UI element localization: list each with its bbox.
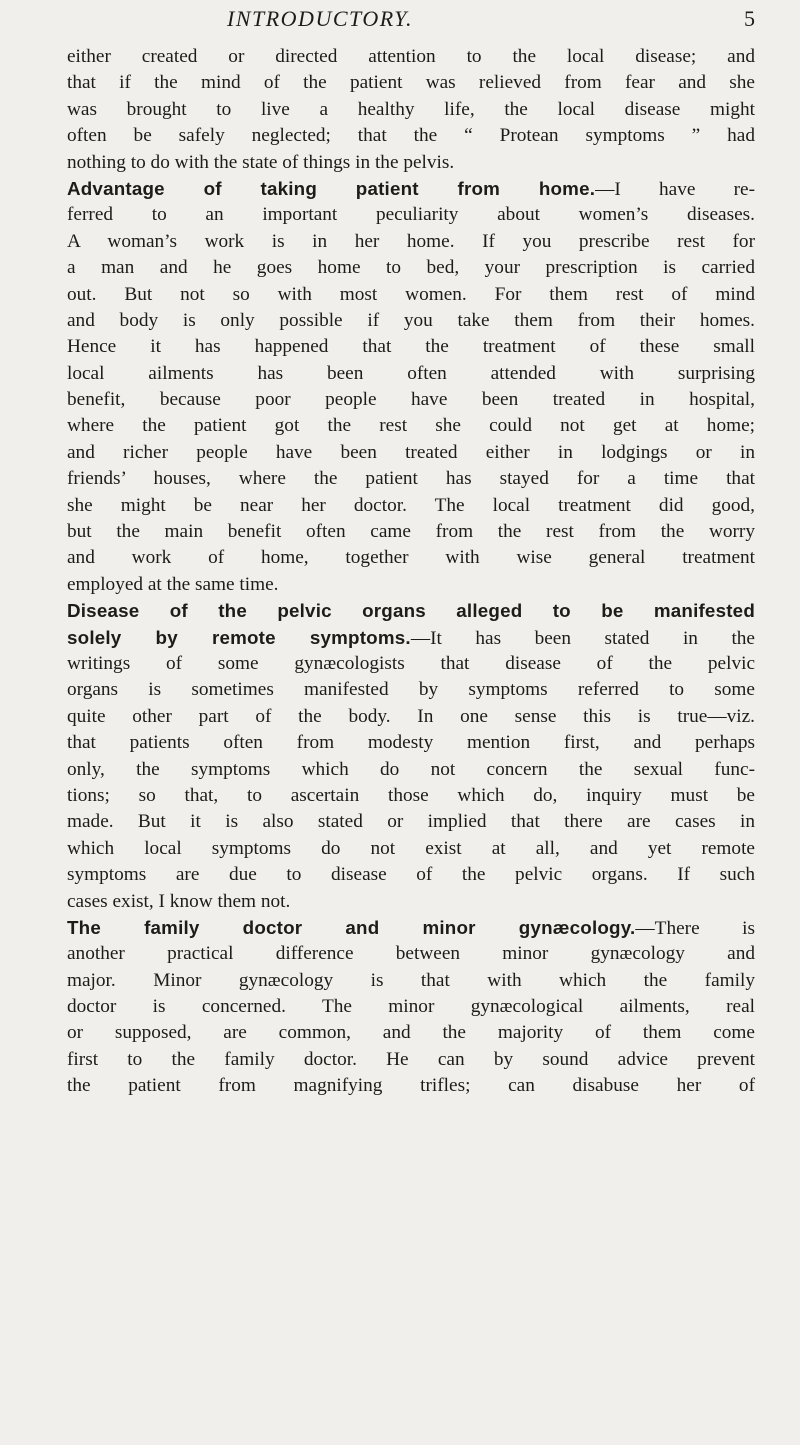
text-line xyxy=(67,255,755,281)
text-line xyxy=(67,308,755,334)
text-line xyxy=(67,229,755,255)
text-line xyxy=(67,176,755,202)
text-line xyxy=(67,1047,755,1073)
text-line xyxy=(67,809,755,835)
line-text: and richer people have been treated either in lodgings or in xyxy=(67,441,755,463)
line-text: that patients often from modesty mention first, and perhaps xyxy=(67,732,755,754)
line-text: quite other part of the body. In one sense this is true—viz. xyxy=(67,705,755,727)
body-text xyxy=(67,40,755,1100)
line-text: employed at the same time. xyxy=(67,573,279,595)
text-line xyxy=(67,783,755,809)
line-text: made. But it is also stated or implied that there are cases in xyxy=(67,811,755,833)
text-line xyxy=(67,44,755,70)
line-text: only, the symptoms which do not concern the sexual func- xyxy=(67,758,755,780)
running-head xyxy=(67,0,755,40)
line-text: local ailments has been often attended with surprising xyxy=(67,362,755,384)
text-line xyxy=(67,387,755,413)
text-line xyxy=(67,519,755,545)
line-text: often be safely neglected; that the “ Protean symptoms ” had xyxy=(67,125,755,147)
page-number: 5 xyxy=(744,6,755,31)
text-line xyxy=(67,545,755,571)
section-heading: The family doctor and minor gynæcology. xyxy=(67,916,636,938)
line-text: but the main benefit often came from the rest from the worry xyxy=(67,521,755,543)
text-line xyxy=(67,757,755,783)
text-line xyxy=(67,334,755,360)
line-text: benefit, because poor people have been treated in hospital, xyxy=(67,389,755,411)
text-line xyxy=(67,282,755,308)
text-line xyxy=(67,941,755,967)
line-text: friends’ houses, where the patient has stayed for a time that xyxy=(67,468,755,490)
text-line xyxy=(67,915,755,941)
line-text: that if the mind of the patient was relieved from fear and she xyxy=(67,72,755,94)
text-line xyxy=(67,70,755,96)
text-line xyxy=(67,651,755,677)
text-line xyxy=(67,994,755,1020)
book-page xyxy=(67,0,755,1100)
section-heading: solely by remote symptoms. xyxy=(67,626,411,648)
text-line xyxy=(67,862,755,888)
text-line xyxy=(67,968,755,994)
line-text: she might be near her doctor. The local treatment did good, xyxy=(67,494,755,516)
text-line xyxy=(67,889,755,915)
line-text: the patient from magnifying trifles; can disabuse her of xyxy=(67,1075,755,1097)
text-line xyxy=(67,1020,755,1046)
line-text: tions; so that, to ascertain those which do, inquiry must be xyxy=(67,784,755,806)
text-line xyxy=(67,1073,755,1099)
line-text: —There is xyxy=(635,917,755,939)
text-line xyxy=(67,202,755,228)
line-text: and work of home, together with wise general treatment xyxy=(67,547,755,569)
running-title: INTRODUCTORY. xyxy=(227,6,413,31)
line-text: A woman’s work is in her home. If you prescribe rest for xyxy=(67,230,755,252)
line-text: —It has been stated in the xyxy=(410,627,755,649)
section-heading: Disease of the pelvic organs alleged to be manifested xyxy=(67,600,755,622)
line-text: which local symptoms do not exist at all, and yet remote xyxy=(67,837,755,859)
line-text: a man and he goes home to bed, your prescription is carried xyxy=(67,257,755,279)
text-line xyxy=(67,466,755,492)
line-text: organs is sometimes manifested by symptoms referred to some xyxy=(67,679,755,701)
text-line xyxy=(67,704,755,730)
line-text: another practical difference between minor gynæcology and xyxy=(67,943,755,965)
text-line xyxy=(67,123,755,149)
line-text: ferred to an important peculiarity about women’s diseases. xyxy=(67,204,755,226)
line-text: —I have re- xyxy=(595,178,755,200)
text-line xyxy=(67,572,755,598)
text-line xyxy=(67,677,755,703)
line-text: symptoms are due to disease of the pelvic organs. If such xyxy=(67,864,755,886)
text-line xyxy=(67,413,755,439)
line-text: major. Minor gynæcology is that with which the family xyxy=(67,969,755,991)
text-line xyxy=(67,150,755,176)
text-line xyxy=(67,97,755,123)
line-text: and body is only possible if you take them from their homes. xyxy=(67,309,755,331)
line-text: or supposed, are common, and the majority of them come xyxy=(67,1022,755,1044)
text-line xyxy=(67,598,755,624)
line-text: writings of some gynæcologists that disease of the pelvic xyxy=(67,652,755,674)
text-line xyxy=(67,493,755,519)
text-line xyxy=(67,440,755,466)
line-text: doctor is concerned. The minor gynæcological ailments, real xyxy=(67,996,755,1018)
text-line xyxy=(67,730,755,756)
line-text: out. But not so with most women. For them rest of mind xyxy=(67,283,755,305)
section-heading: Advantage of taking patient from home. xyxy=(67,177,596,199)
text-line xyxy=(67,625,755,651)
text-line xyxy=(67,361,755,387)
line-text: Hence it has happened that the treatment of these small xyxy=(67,336,755,358)
line-text: either created or directed attention to the local disease; and xyxy=(67,46,755,67)
text-line xyxy=(67,836,755,862)
line-text: was brought to live a healthy life, the local disease might xyxy=(67,98,755,120)
line-text: first to the family doctor. He can by sound advice prevent xyxy=(67,1048,755,1070)
line-text: nothing to do with the state of things in the pelvis. xyxy=(67,151,455,173)
line-text: where the patient got the rest she could not get at home; xyxy=(67,415,755,437)
line-text: cases exist, I know them not. xyxy=(67,890,291,912)
